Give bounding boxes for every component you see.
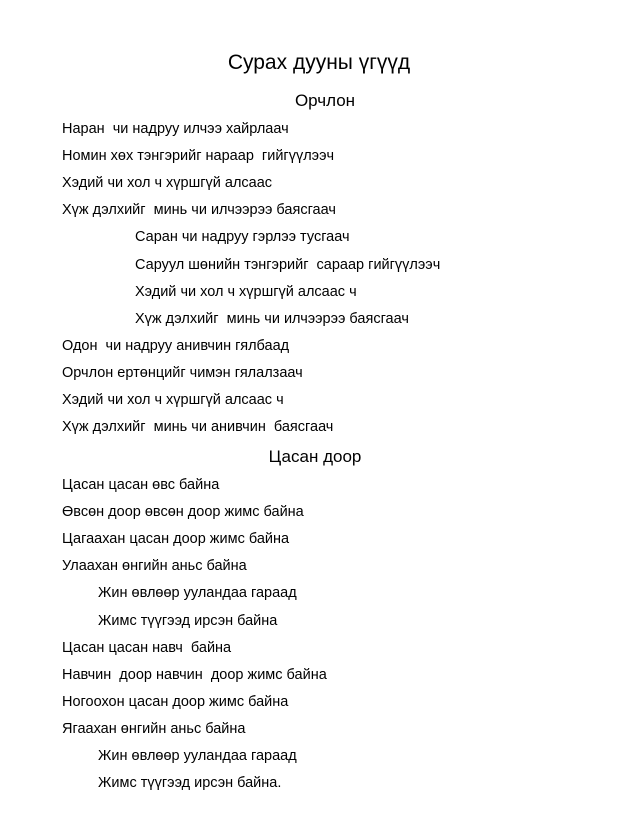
lyric-line: Ногоохон цасан доор жимс байна: [62, 693, 289, 710]
lyric-line: Наран чи надруу илчээ хайрлаач: [62, 121, 289, 137]
lyric-line: Хүж дэлхийг минь чи илчээрээ баясгаач: [62, 202, 336, 219]
lyric-line: Номин хөх тэнгэрийг нараар гийгүүлээч: [62, 148, 335, 165]
song-title-tsasan-door: Цасан доор: [268, 447, 362, 466]
lyric-line: Орчлон ертөнцийг чимэн гялалзаач: [62, 364, 303, 381]
song-title-orchlon: Орчлон: [294, 91, 356, 110]
lyric-line: Саран чи надруу гэрлээ тусгаач: [135, 229, 350, 246]
lyric-line: Жин өвлөөр ууландаа гараад: [98, 748, 297, 764]
lyric-line: Жимс түүгээд ирсэн байна: [98, 612, 278, 629]
lyric-line: Саруул шөнийн тэнгэрийг сараар гийгүүлээч: [135, 256, 441, 273]
lyric-line: Цасан цасан навч байна: [62, 639, 232, 656]
lyric-line: Хэдий чи хол ч хүршгүй алсаас ч: [135, 283, 357, 300]
lyric-line: Цасан цасан өвс байна: [62, 477, 220, 493]
lyric-line: Жимс түүгээд ирсэн байна.: [98, 775, 282, 792]
lyric-line: Цагаахан цасан доор жимс байна: [62, 531, 290, 548]
lyric-line: Ягаахан өнгийн аньс байна: [62, 720, 246, 737]
lyric-line: Навчин доор навчин доор жимс байна: [62, 666, 327, 683]
lyric-line: Хэдий чи хол ч хүршгүй алсаас ч: [62, 392, 284, 408]
lyric-line: Одон чи надруу анивчин гялбаад: [62, 337, 290, 354]
document-title: Сурах дууны үгүүд: [227, 51, 411, 74]
lyric-line: Хүж дэлхийг минь чи илчээрээ баясгаач: [135, 310, 409, 327]
lyric-line: Хэдий чи хол ч хүршгүй алсаас: [62, 175, 273, 192]
lyric-line: Улаахан өнгийн аньс байна: [62, 558, 247, 575]
lyric-line: Өвсөн доор өвсөн доор жимс байна: [62, 504, 304, 521]
lyric-line: Жин өвлөөр ууландаа гараад: [98, 585, 297, 602]
lyric-line: Хүж дэлхийг минь чи анивчин баясгаач: [62, 419, 334, 436]
